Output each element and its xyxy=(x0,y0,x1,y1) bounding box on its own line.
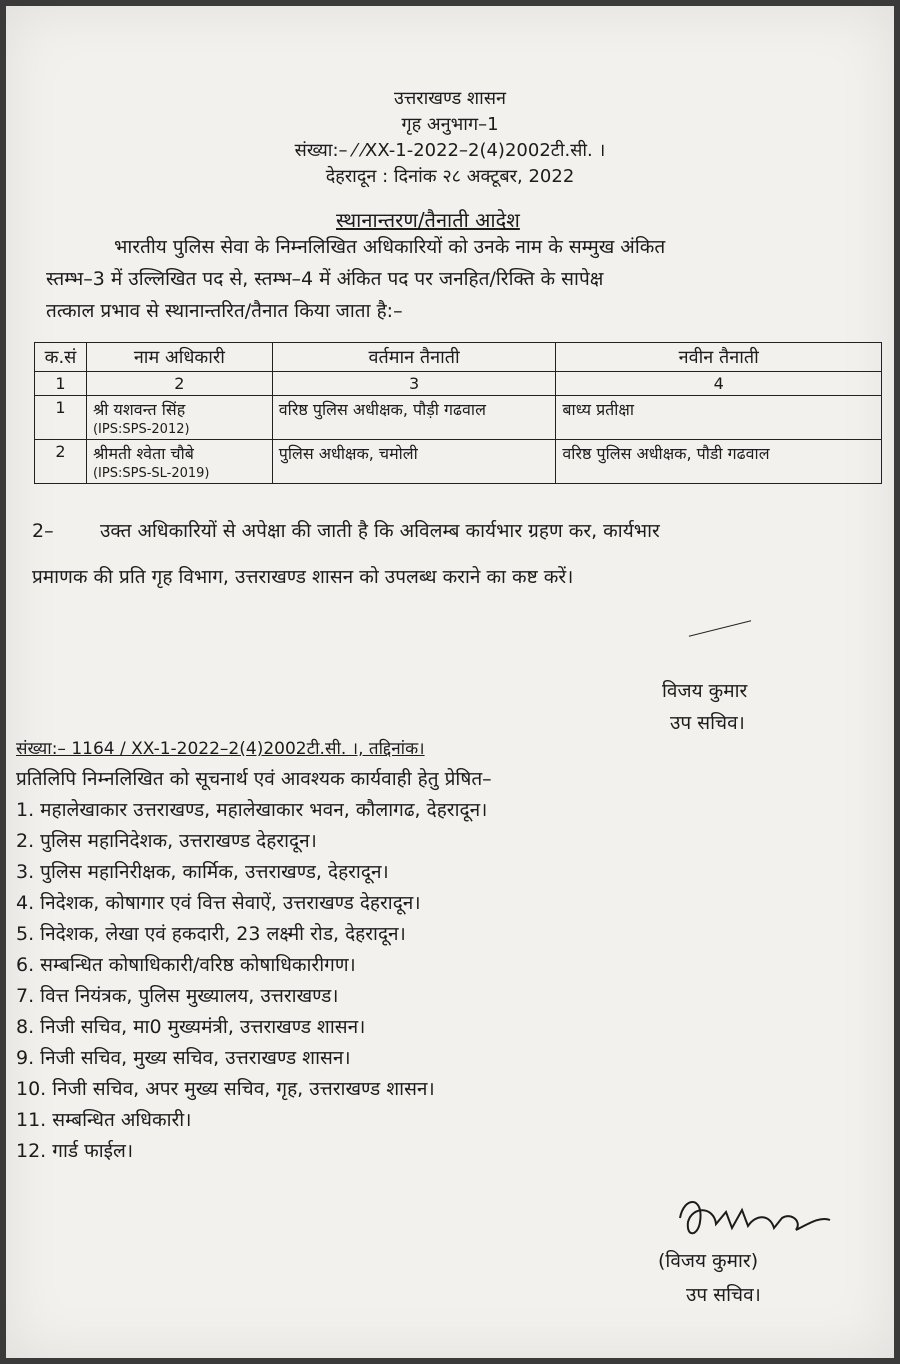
para1-line1: भारतीय पुलिस सेवा के निम्नलिखित अधिकारियों को उनके नाम के सम्मुख अंकित xyxy=(114,236,666,258)
distribution-list xyxy=(16,796,487,1168)
para2-line1: उक्त अधिकारियों से अपेक्षा की जाती है कि अविलम्ब कार्यभार ग्रहण कर, कार्यभार xyxy=(100,520,660,542)
table-row xyxy=(35,396,882,440)
department: गृह अनुभाग–1 xyxy=(401,114,499,135)
col-number: 2 xyxy=(86,372,272,396)
list-item: 6. सम्बन्धित कोषाधिकारी/वरिष्ठ कोषाधिकारीगण। xyxy=(16,954,356,976)
list-item: 8. निजी सचिव, मा0 मुख्यमंत्री, उत्तराखण्ड शासन। xyxy=(16,1016,366,1038)
officer-name-text: श्रीमती श्वेता चौबे xyxy=(92,444,194,463)
list-item: 11. सम्बन्धित अधिकारी। xyxy=(16,1109,192,1131)
copy-reference: संख्या:– 1164 / XX-1-2022–2(4)2002टी.सी. ।, तद्दिनांक। xyxy=(16,739,425,759)
officer-service: (IPS:SPS-SL-2019) xyxy=(92,466,210,481)
list-item: 9. निजी सचिव, मुख्य सचिव, उत्तराखण्ड शासन। xyxy=(16,1047,351,1069)
new-posting: वरिष्ठ पुलिस अधीक्षक, पौडी गढवाल xyxy=(556,440,882,484)
list-item: 12. गार्ड फाईल। xyxy=(16,1140,134,1162)
para1-line2: स्तम्भ–3 में उल्लिखित पद से, स्तम्भ–4 में अंकित पद पर जनहित/रिक्ति के सापेक्ष xyxy=(46,268,604,290)
transfer-table xyxy=(34,342,882,484)
reference-number: संख्या:– ⁄ ⁄XX-1-2022–2(4)2002टी.सी. । xyxy=(294,140,606,161)
row-sn: 2 xyxy=(35,440,87,484)
list-item: 7. वित्त नियंत्रक, पुलिस मुख्यालय, उत्तराखण्ड। xyxy=(16,985,339,1007)
list-item: 5. निदेशक, लेखा एवं हकदारी, 23 लक्ष्मी रोड, देहरादून। xyxy=(16,923,406,945)
col-number: 1 xyxy=(35,372,87,396)
table-header-row xyxy=(35,343,882,372)
col-number: 4 xyxy=(556,372,882,396)
govt-name: उत्तराखण्ड शासन xyxy=(393,88,506,109)
list-item: 2. पुलिस महानिदेशक, उत्तराखण्ड देहरादून। xyxy=(16,830,317,852)
col-number: 3 xyxy=(272,372,556,396)
copy-intro: प्रतिलिपि निम्नलिखित को सूचनार्थ एवं आवश्यक कार्यवाही हेतु प्रेषित– xyxy=(16,768,492,790)
row-sn: 1 xyxy=(35,396,87,440)
order-date: देहरादून : दिनांक २८ अक्टूबर, 2022 xyxy=(325,166,575,187)
officer-name xyxy=(86,396,272,440)
list-item: 4. निदेशक, कोषागार एवं वित्त सेवाऐं, उत्तराखण्ड देहरादून। xyxy=(16,892,421,914)
signatory-designation-2: उप सचिव। xyxy=(686,1284,761,1306)
order-title: स्थानान्तरण/तैनाती आदेश xyxy=(336,208,520,232)
officer-name xyxy=(86,440,272,484)
signatory-name-2: (विजय कुमार) xyxy=(658,1250,759,1272)
list-item: 3. पुलिस महानिरीक्षक, कार्मिक, उत्तराखण्ड, देहरादून। xyxy=(16,861,389,883)
signature-mark xyxy=(689,620,751,636)
column-number-row xyxy=(35,372,882,396)
para2-number: 2– xyxy=(32,520,54,542)
handwritten-signature xyxy=(670,1188,850,1248)
para1-line3: तत्काल प्रभाव से स्थानान्तरित/तैनात किया जाता है:– xyxy=(46,300,403,322)
officer-service: (IPS:SPS-2012) xyxy=(92,422,190,437)
list-item: 1. महालेखाकार उत्तराखण्ड, महालेखाकार भवन, कौलागढ, देहरादून। xyxy=(16,799,488,821)
document-page xyxy=(6,6,894,1358)
signatory-designation: उप सचिव। xyxy=(670,712,745,734)
header-new: नवीन तैनाती xyxy=(556,343,882,372)
table-row xyxy=(35,440,882,484)
signatory-name: विजय कुमार xyxy=(662,680,748,702)
header-current: वर्तमान तैनाती xyxy=(272,343,556,372)
officer-name-text: श्री यशवन्त सिंह xyxy=(92,400,186,419)
current-posting: वरिष्ठ पुलिस अधीक्षक, पौड़ी गढवाल xyxy=(272,396,556,440)
current-posting: पुलिस अधीक्षक, चमोली xyxy=(272,440,556,484)
list-item: 10. निजी सचिव, अपर मुख्य सचिव, गृह, उत्तराखण्ड शासन। xyxy=(16,1078,435,1100)
header-sn: क.सं xyxy=(35,343,87,372)
header-name: नाम अधिकारी xyxy=(86,343,272,372)
new-posting: बाध्य प्रतीक्षा xyxy=(556,396,882,440)
para2-line2: प्रमाणक की प्रति गृह विभाग, उत्तराखण्ड शासन को उपलब्ध कराने का कष्ट करें। xyxy=(32,566,574,588)
